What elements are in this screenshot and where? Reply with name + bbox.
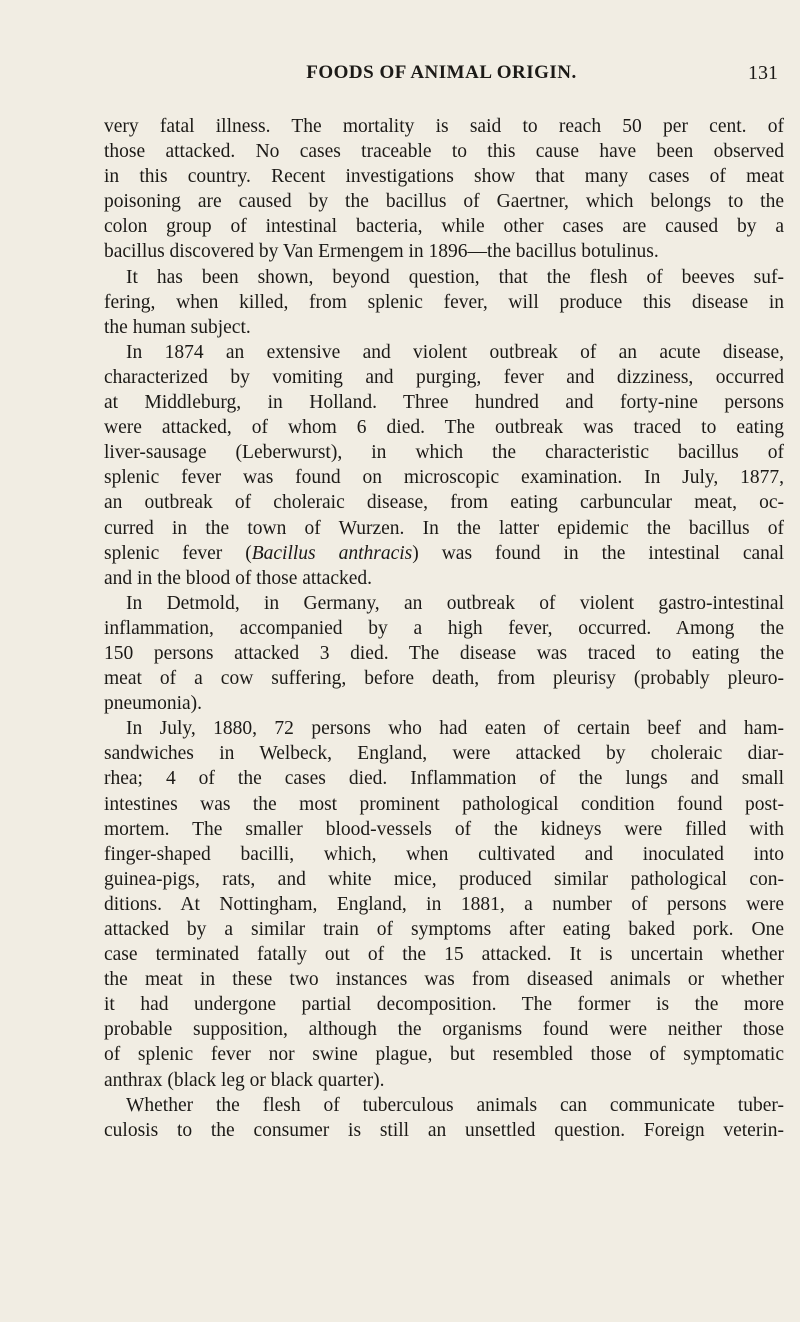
text-line: Whether the flesh of tuberculous animals can communicate tuber-	[126, 1094, 784, 1116]
text-line: inflammation, accompanied by a high fever, occurred. Among the	[104, 617, 784, 639]
text-line: the human subject.	[104, 316, 251, 338]
text-line: In 1874 an extensive and violent outbreak of an acute disease,	[126, 341, 784, 363]
body-text	[104, 114, 784, 1143]
text-line: In July, 1880, 72 persons who had eaten of certain beef and ham-	[126, 718, 784, 740]
text-line: colon group of intestinal bacteria, while other cases are caused by a	[104, 216, 784, 238]
text-line: in this country. Recent investigations show that many cases of meat	[104, 166, 784, 188]
text-line: curred in the town of Wurzen. In the latter epidemic the bacillus of	[104, 517, 784, 539]
page-number: 131	[748, 62, 778, 84]
text-line: meat of a cow suffering, before death, from pleurisy (probably pleuro-	[104, 668, 784, 690]
text-line: It has been shown, beyond question, that the flesh of beeves suf-	[126, 266, 784, 288]
text-line: characterized by vomiting and purging, fever and dizziness, occurred	[104, 366, 784, 388]
text-line: pneumonia).	[104, 693, 203, 715]
text-line: case terminated fatally out of the 15 attacked. It is uncertain whether	[104, 944, 784, 966]
text-line: probable supposition, although the organisms found were neither those	[104, 1019, 784, 1041]
text-line: intestines was the most prominent pathological condition found post-	[104, 793, 784, 815]
text-line: finger-shaped bacilli, which, when cultivated and inoculated into	[104, 843, 784, 865]
text-line: those attacked. No cases traceable to this cause have been observed	[104, 141, 784, 163]
text-line: 150 persons attacked 3 died. The disease was traced to eating the	[104, 642, 784, 664]
text-line: fering, when killed, from splenic fever, will produce this disease in	[104, 291, 784, 313]
text-line: guinea-pigs, rats, and white mice, produced similar pathological con-	[104, 868, 784, 890]
text-line: an outbreak of choleraic disease, from eating carbuncular meat, oc-	[104, 492, 784, 514]
text-line: culosis to the consumer is still an unsettled question. Foreign veterin-	[104, 1119, 784, 1141]
text-line: very fatal illness. The mortality is said to reach 50 per cent. of	[104, 116, 784, 137]
text-line: In Detmold, in Germany, an outbreak of violent gastro-intestinal	[126, 592, 784, 614]
text-line: bacillus discovered by Van Ermengem in 1896—the bacillus botulinus.	[104, 241, 659, 263]
running-title: FOODS OF ANIMAL ORIGIN.	[306, 62, 577, 83]
text-line: were attacked, of whom 6 died. The outbreak was traced to eating	[104, 417, 784, 439]
text-line-part: splenic fever (	[104, 542, 252, 564]
italic-term: Bacillus anthracis	[251, 542, 413, 564]
text-line: rhea; 4 of the cases died. Inflammation of the lungs and small	[104, 768, 784, 790]
text-line: liver-sausage (Leberwurst), in which the characteristic bacillus of	[104, 442, 784, 464]
text-line: the meat in these two instances was from diseased animals or whether	[104, 969, 784, 991]
text-line: poisoning are caused by the bacillus of Gaertner, which belongs to the	[104, 191, 784, 213]
text-line: mortem. The smaller blood-vessels of the kidneys were filled with	[104, 818, 784, 840]
text-line: and in the blood of those attacked.	[104, 567, 373, 589]
text-line: attacked by a similar train of symptoms after eating baked pork. One	[104, 919, 784, 940]
text-line-part: ) was found in the intestinal canal	[412, 542, 784, 564]
text-line: sandwiches in Welbeck, England, were attacked by choleraic diar-	[104, 743, 784, 765]
text-line: it had undergone partial decomposition. The former is the more	[104, 994, 784, 1016]
text-line: of splenic fever nor swine plague, but resembled those of symptomatic	[104, 1044, 784, 1066]
text-line	[104, 541, 784, 566]
running-head	[105, 62, 778, 92]
text-line: anthrax (black leg or black quarter).	[104, 1069, 385, 1091]
text-line: ditions. At Nottingham, England, in 1881, a number of persons were	[104, 893, 784, 915]
text-line: at Middleburg, in Holland. Three hundred and forty-nine persons	[104, 392, 784, 414]
text-line: splenic fever was found on microscopic examination. In July, 1877,	[104, 467, 784, 489]
